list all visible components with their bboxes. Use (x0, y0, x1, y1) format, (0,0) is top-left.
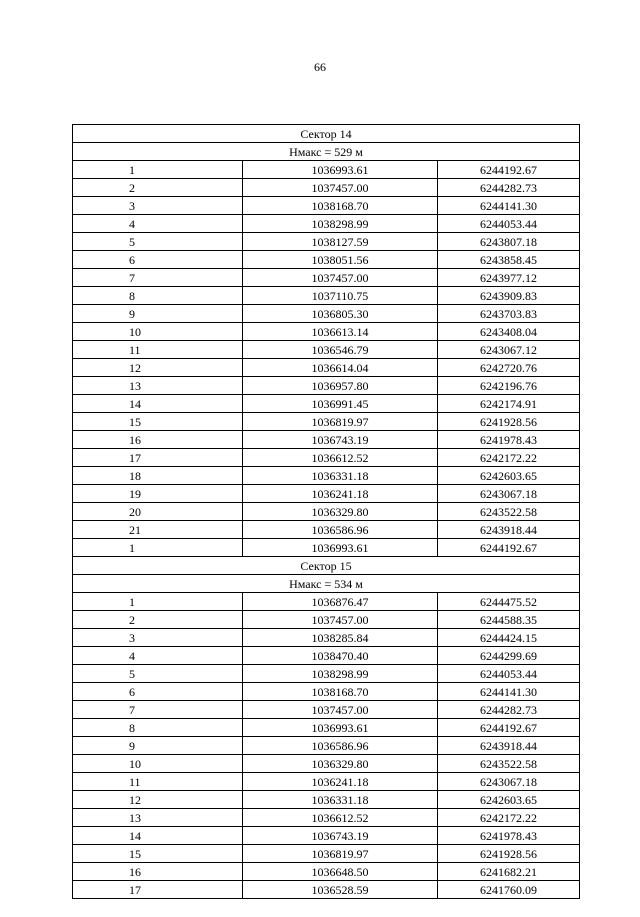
x-coordinate: 1036586.96 (243, 737, 438, 755)
point-number: 13 (73, 377, 243, 395)
y-coordinate: 6243067.18 (438, 485, 580, 503)
y-coordinate: 6241682.21 (438, 863, 580, 881)
table-row (73, 611, 580, 629)
point-number: 12 (73, 791, 243, 809)
y-coordinate: 6244141.30 (438, 197, 580, 215)
y-coordinate: 6244588.35 (438, 611, 580, 629)
x-coordinate: 1036331.18 (243, 791, 438, 809)
x-coordinate: 1038168.70 (243, 197, 438, 215)
table-row (73, 287, 580, 305)
y-coordinate: 6243067.12 (438, 341, 580, 359)
point-number: 14 (73, 395, 243, 413)
point-number: 1 (73, 593, 243, 611)
table-row (73, 377, 580, 395)
point-number: 11 (73, 773, 243, 791)
x-coordinate: 1037110.75 (243, 287, 438, 305)
y-coordinate: 6242172.22 (438, 449, 580, 467)
table-row (73, 845, 580, 863)
y-coordinate: 6241978.43 (438, 827, 580, 845)
point-number: 8 (73, 287, 243, 305)
y-coordinate: 6244475.52 (438, 593, 580, 611)
point-number: 7 (73, 269, 243, 287)
y-coordinate: 6243918.44 (438, 521, 580, 539)
x-coordinate: 1038168.70 (243, 683, 438, 701)
x-coordinate: 1036528.59 (243, 881, 438, 899)
table-row (73, 431, 580, 449)
x-coordinate: 1036819.97 (243, 845, 438, 863)
x-coordinate: 1036613.14 (243, 323, 438, 341)
point-number: 14 (73, 827, 243, 845)
table-row (73, 305, 580, 323)
point-number: 10 (73, 755, 243, 773)
sector-title-row (73, 557, 580, 575)
point-number: 5 (73, 233, 243, 251)
x-coordinate: 1038051.56 (243, 251, 438, 269)
x-coordinate: 1038127.59 (243, 233, 438, 251)
y-coordinate: 6243977.12 (438, 269, 580, 287)
x-coordinate: 1036612.52 (243, 809, 438, 827)
point-number: 15 (73, 413, 243, 431)
y-coordinate: 6244141.30 (438, 683, 580, 701)
y-coordinate: 6244192.67 (438, 539, 580, 557)
table-row (73, 521, 580, 539)
point-number: 4 (73, 647, 243, 665)
table-row (73, 863, 580, 881)
table-row (73, 593, 580, 611)
y-coordinate: 6243522.58 (438, 755, 580, 773)
point-number: 7 (73, 701, 243, 719)
table-row (73, 665, 580, 683)
y-coordinate: 6242172.22 (438, 809, 580, 827)
table-row (73, 773, 580, 791)
y-coordinate: 6242603.65 (438, 467, 580, 485)
point-number: 16 (73, 431, 243, 449)
y-coordinate: 6241928.56 (438, 413, 580, 431)
point-number: 1 (73, 161, 243, 179)
point-number: 21 (73, 521, 243, 539)
y-coordinate: 6243807.18 (438, 233, 580, 251)
table-row (73, 323, 580, 341)
table-row (73, 701, 580, 719)
point-number: 19 (73, 485, 243, 503)
sector-title-row (73, 125, 580, 143)
point-number: 18 (73, 467, 243, 485)
point-number: 5 (73, 665, 243, 683)
table-row (73, 629, 580, 647)
y-coordinate: 6244192.67 (438, 161, 580, 179)
point-number: 11 (73, 341, 243, 359)
point-number: 3 (73, 629, 243, 647)
table-row (73, 719, 580, 737)
y-coordinate: 6244053.44 (438, 665, 580, 683)
coordinates-document (72, 124, 580, 899)
table-row (73, 179, 580, 197)
y-coordinate: 6244282.73 (438, 179, 580, 197)
point-number: 4 (73, 215, 243, 233)
point-number: 1 (73, 539, 243, 557)
x-coordinate: 1036819.97 (243, 413, 438, 431)
x-coordinate: 1036957.80 (243, 377, 438, 395)
table-row (73, 683, 580, 701)
table-row (73, 161, 580, 179)
table-row (73, 359, 580, 377)
x-coordinate: 1038470.40 (243, 647, 438, 665)
y-coordinate: 6242720.76 (438, 359, 580, 377)
sector-hmax-row (73, 575, 580, 593)
table-row (73, 251, 580, 269)
x-coordinate: 1036993.61 (243, 161, 438, 179)
point-number: 13 (73, 809, 243, 827)
table-row (73, 269, 580, 287)
table-row (73, 197, 580, 215)
x-coordinate: 1036546.79 (243, 341, 438, 359)
point-number: 9 (73, 305, 243, 323)
coordinates-table (72, 124, 580, 899)
table-row (73, 647, 580, 665)
table-row (73, 791, 580, 809)
y-coordinate: 6244192.67 (438, 719, 580, 737)
table-row (73, 341, 580, 359)
y-coordinate: 6243918.44 (438, 737, 580, 755)
y-coordinate: 6242174.91 (438, 395, 580, 413)
y-coordinate: 6243408.04 (438, 323, 580, 341)
y-coordinate: 6243909.83 (438, 287, 580, 305)
point-number: 3 (73, 197, 243, 215)
table-row (73, 737, 580, 755)
point-number: 2 (73, 179, 243, 197)
table-row (73, 503, 580, 521)
point-number: 17 (73, 449, 243, 467)
table-row (73, 413, 580, 431)
x-coordinate: 1036648.50 (243, 863, 438, 881)
sector-title: Сектор 14 (73, 125, 580, 143)
page-number: 66 (314, 60, 326, 74)
table-row (73, 539, 580, 557)
table-row (73, 809, 580, 827)
point-number: 20 (73, 503, 243, 521)
y-coordinate: 6243858.45 (438, 251, 580, 269)
x-coordinate: 1037457.00 (243, 269, 438, 287)
sector-hmax: Hмакс = 534 м (73, 575, 580, 593)
point-number: 6 (73, 251, 243, 269)
point-number: 16 (73, 863, 243, 881)
point-number: 2 (73, 611, 243, 629)
y-coordinate: 6243067.18 (438, 773, 580, 791)
point-number: 9 (73, 737, 243, 755)
y-coordinate: 6242603.65 (438, 791, 580, 809)
x-coordinate: 1036331.18 (243, 467, 438, 485)
y-coordinate: 6242196.76 (438, 377, 580, 395)
y-coordinate: 6243522.58 (438, 503, 580, 521)
table-row (73, 395, 580, 413)
x-coordinate: 1036329.80 (243, 503, 438, 521)
x-coordinate: 1037457.00 (243, 701, 438, 719)
y-coordinate: 6241978.43 (438, 431, 580, 449)
table-row (73, 233, 580, 251)
x-coordinate: 1038298.99 (243, 665, 438, 683)
x-coordinate: 1036743.19 (243, 431, 438, 449)
x-coordinate: 1036612.52 (243, 449, 438, 467)
y-coordinate: 6244424.15 (438, 629, 580, 647)
x-coordinate: 1036614.04 (243, 359, 438, 377)
table-row (73, 449, 580, 467)
point-number: 17 (73, 881, 243, 899)
table-row (73, 485, 580, 503)
point-number: 15 (73, 845, 243, 863)
table-row (73, 215, 580, 233)
y-coordinate: 6241760.09 (438, 881, 580, 899)
x-coordinate: 1036743.19 (243, 827, 438, 845)
y-coordinate: 6244282.73 (438, 701, 580, 719)
x-coordinate: 1036329.80 (243, 755, 438, 773)
x-coordinate: 1036241.18 (243, 773, 438, 791)
table-row (73, 755, 580, 773)
x-coordinate: 1036876.47 (243, 593, 438, 611)
y-coordinate: 6244299.69 (438, 647, 580, 665)
x-coordinate: 1038285.84 (243, 629, 438, 647)
x-coordinate: 1036991.45 (243, 395, 438, 413)
coordinates-table-body (73, 125, 580, 899)
x-coordinate: 1037457.00 (243, 611, 438, 629)
sector-hmax-row (73, 143, 580, 161)
point-number: 6 (73, 683, 243, 701)
x-coordinate: 1036805.30 (243, 305, 438, 323)
point-number: 10 (73, 323, 243, 341)
x-coordinate: 1037457.00 (243, 179, 438, 197)
point-number: 8 (73, 719, 243, 737)
x-coordinate: 1036993.61 (243, 539, 438, 557)
sector-hmax: Hмакс = 529 м (73, 143, 580, 161)
sector-title: Сектор 15 (73, 557, 580, 575)
y-coordinate: 6243703.83 (438, 305, 580, 323)
y-coordinate: 6241928.56 (438, 845, 580, 863)
table-row (73, 467, 580, 485)
table-row (73, 881, 580, 899)
x-coordinate: 1036993.61 (243, 719, 438, 737)
x-coordinate: 1038298.99 (243, 215, 438, 233)
x-coordinate: 1036241.18 (243, 485, 438, 503)
x-coordinate: 1036586.96 (243, 521, 438, 539)
point-number: 12 (73, 359, 243, 377)
y-coordinate: 6244053.44 (438, 215, 580, 233)
table-row (73, 827, 580, 845)
